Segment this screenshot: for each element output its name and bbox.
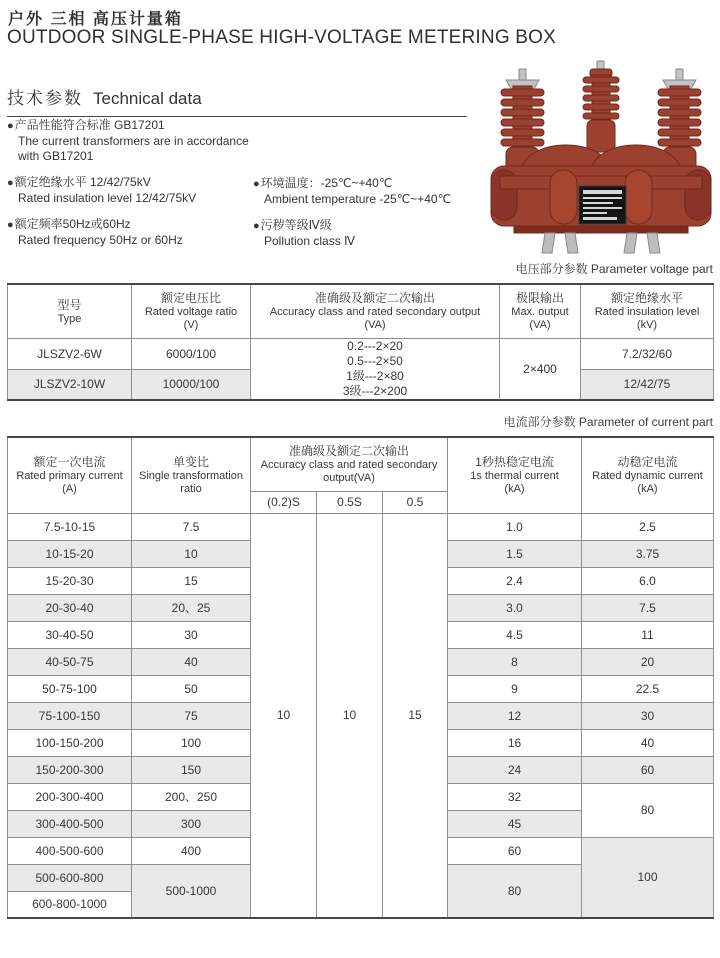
ratio-cell: 10 [132,540,251,567]
column-header-rated-voltage-ratio: 额定电压比 Rated voltage ratio (V) [132,284,251,338]
feature-item [7,217,257,248]
column-header-single-transformation-ratio: 单变比 Single transformation ratio [132,437,251,513]
bullet-icon: ● [7,120,14,132]
primary-current-cell: 30-40-50 [8,621,132,648]
dynamic-current-cell: 6.0 [582,567,714,594]
ratio-cell: 200、250 [132,783,251,810]
product-photo-metering-box [488,58,714,258]
insulation-cell: 7.2/32/60 [581,338,714,369]
accuracy-output-cell: 0.2---2×20 0.5---2×50 1级---2×80 3级---2×200 [251,338,500,400]
thermal-current-cell: 3.0 [448,594,582,621]
thermal-current-cell: 1.0 [448,513,582,540]
feature-text-en: Rated insulation level 12/42/75kV [18,191,197,205]
primary-current-cell: 400-500-600 [8,837,132,864]
primary-current-cell: 7.5-10-15 [8,513,132,540]
primary-current-cell: 500-600-800 [8,864,132,891]
feature-text-en: Pollution class Ⅳ [264,234,356,248]
thermal-current-cell: 9 [448,675,582,702]
thermal-current-cell: 8 [448,648,582,675]
primary-current-cell: 40-50-75 [8,648,132,675]
accuracy-output-value-cell: 15 [383,513,448,918]
ratio-cell: 500-1000 [132,864,251,918]
section-heading-chinese: 技术参数 [7,89,83,108]
current-parameters-table [7,436,714,919]
voltage-table-caption: 电压部分参数 Parameter voltage part [515,262,713,276]
primary-current-cell: 600-800-1000 [8,891,132,918]
feature-list-left [7,118,257,259]
column-header-rated-dynamic-current: 动稳定电流 Rated dynamic current (kA) [582,437,714,513]
ratio-cell: 7.5 [132,513,251,540]
ratio-cell: 50 [132,675,251,702]
subcolumn-header-05s: 0.5S [317,491,383,513]
feature-list-right [253,176,483,260]
feature-item [7,118,257,164]
thermal-current-cell: 45 [448,810,582,837]
section-heading-english: Technical data [93,89,202,108]
primary-current-cell: 300-400-500 [8,810,132,837]
subcolumn-header-05: 0.5 [383,491,448,513]
primary-current-cell: 150-200-300 [8,756,132,783]
dynamic-current-cell: 3.75 [582,540,714,567]
current-table-caption: 电流部分参数 Parameter of current part [503,415,713,429]
primary-current-cell: 15-20-30 [8,567,132,594]
thermal-current-cell: 4.5 [448,621,582,648]
feature-text-zh: 产品性能符合标准 GB17201 [14,118,165,132]
column-header-rated-primary-current: 额定一次电流 Rated primary current (A) [8,437,132,513]
page-title-chinese: 户外 三相 高压计量箱 [8,11,183,28]
dynamic-current-cell: 80 [582,783,714,837]
page-title-english: OUTDOOR SINGLE-PHASE HIGH-VOLTAGE METERING BOX [7,27,557,48]
column-header-accuracy-class-group: 准确级及额定二次输出 Accuracy class and rated secondary output(VA) [251,437,448,491]
accuracy-output-value-cell: 10 [317,513,383,918]
dynamic-current-cell: 60 [582,756,714,783]
ratio-cell: 300 [132,810,251,837]
primary-current-cell: 10-15-20 [8,540,132,567]
ratio-cell: 15 [132,567,251,594]
column-header-type: 型号 Type [8,284,132,338]
ratio-cell: 400 [132,837,251,864]
ratio-cell: 20、25 [132,594,251,621]
feature-text-zh: 额定绝缘水平 12/42/75kV [14,175,151,189]
thermal-current-cell: 2.4 [448,567,582,594]
primary-current-cell: 20-30-40 [8,594,132,621]
feature-item [253,218,483,249]
dynamic-current-cell: 2.5 [582,513,714,540]
column-header-rated-insulation-level: 额定绝缘水平 Rated insulation level (kV) [581,284,714,338]
voltage-parameters-table [7,283,714,401]
feature-item [7,175,257,206]
bullet-icon: ● [253,178,260,190]
dynamic-current-cell: 40 [582,729,714,756]
thermal-current-cell: 80 [448,864,582,918]
section-heading [7,84,467,117]
bullet-icon: ● [7,219,14,231]
current-table-body [8,513,714,918]
primary-current-cell: 100-150-200 [8,729,132,756]
feature-text-zh: 额定频率50Hz或60Hz [14,217,131,231]
type-cell: JLSZV2-10W [8,369,132,400]
ratio-cell: 10000/100 [132,369,251,400]
thermal-current-cell: 60 [448,837,582,864]
ratio-cell: 75 [132,702,251,729]
header-row [8,437,714,491]
accuracy-output-value-cell: 10 [251,513,317,918]
type-cell: JLSZV2-6W [8,338,132,369]
ratio-cell: 150 [132,756,251,783]
bullet-icon: ● [253,220,260,232]
dynamic-current-cell: 30 [582,702,714,729]
feature-text-zh: 环境温度：-25℃~+40℃ [260,176,393,190]
feature-item [253,176,483,207]
insulation-cell: 12/42/75 [581,369,714,400]
column-header-accuracy-class: 准确级及额定二次输出 Accuracy class and rated secondary output (VA) [251,284,500,338]
dynamic-current-cell: 11 [582,621,714,648]
metering-box-illustration [488,58,714,258]
dynamic-current-cell: 20 [582,648,714,675]
thermal-current-cell: 32 [448,783,582,810]
ratio-cell: 30 [132,621,251,648]
column-header-1s-thermal-current: 1秒热稳定电流 1s thermal current (kA) [448,437,582,513]
column-header-max-output: 极限输出 Max. output (VA) [500,284,581,338]
primary-current-cell: 200-300-400 [8,783,132,810]
dynamic-current-cell: 100 [582,837,714,918]
ratio-cell: 100 [132,729,251,756]
max-output-cell: 2×400 [500,338,581,400]
header-row [8,284,714,338]
dynamic-current-cell: 7.5 [582,594,714,621]
thermal-current-cell: 1.5 [448,540,582,567]
table-row [8,338,714,369]
ratio-cell: 40 [132,648,251,675]
bullet-icon: ● [7,177,14,189]
subcolumn-header-02s: (0.2)S [251,491,317,513]
feature-text-zh: 污秽等级Ⅳ级 [260,218,332,232]
feature-text-en: Ambient temperature -25℃~+40℃ [264,192,452,206]
feature-text-en: The current transformers are in accordance with GB17201 [18,134,249,163]
thermal-current-cell: 24 [448,756,582,783]
thermal-current-cell: 12 [448,702,582,729]
table-row [8,513,714,540]
primary-current-cell: 50-75-100 [8,675,132,702]
thermal-current-cell: 16 [448,729,582,756]
ratio-cell: 6000/100 [132,338,251,369]
feature-text-en: Rated frequency 50Hz or 60Hz [18,233,183,247]
dynamic-current-cell: 22.5 [582,675,714,702]
primary-current-cell: 75-100-150 [8,702,132,729]
